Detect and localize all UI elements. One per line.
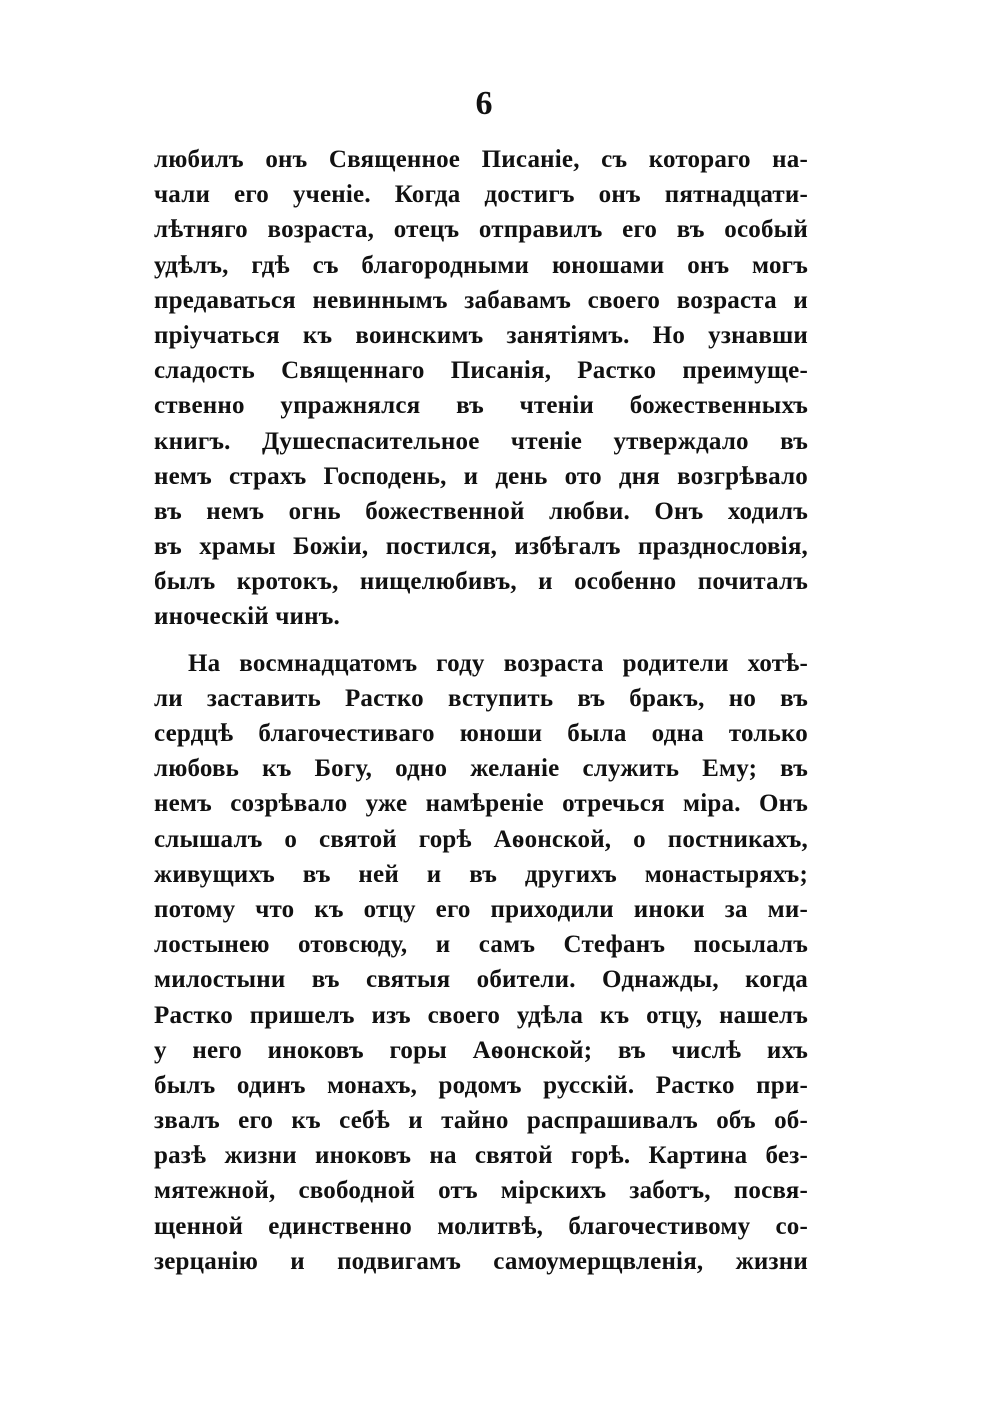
text-line: ли заставить Растко вступить въ бракъ, но въ xyxy=(154,684,808,712)
text-line: живущихъ въ ней и въ другихъ монастыряхъ; xyxy=(154,860,808,888)
text-line: слышалъ о святой горѣ Аѳонской, о постникахъ, xyxy=(154,825,808,853)
text-line: былъ одинъ монахъ, родомъ русскій. Растко при- xyxy=(154,1071,808,1099)
text-line: щенной единственно молитвѣ, благочестивому со- xyxy=(154,1212,808,1240)
body-text xyxy=(154,142,808,1279)
text-line: иноческій чинъ. xyxy=(154,603,340,631)
text-line: былъ кротокъ, нищелюбивъ, и особенно почиталъ xyxy=(154,568,808,596)
text-line: въ немъ огнь божественной любви. Онъ ходилъ xyxy=(154,497,808,525)
paragraph-gap xyxy=(154,635,808,646)
page-number: 6 xyxy=(475,85,493,122)
text-line: Растко пришелъ изъ своего удѣла къ отцу, нашелъ xyxy=(154,1001,808,1029)
text-line: сладость Священнаго Писанія, Растко преимуще- xyxy=(154,357,808,385)
text-line: удѣлъ, гдѣ съ благородными юношами онъ могъ xyxy=(154,251,808,279)
text-line: сердцѣ благочестиваго юноши была одна только xyxy=(154,720,808,747)
text-line: чали его ученіе. Когда достигъ онъ пятнадцати- xyxy=(154,181,808,209)
text-line: въ храмы Божіи, постился, избѣгалъ празднословія, xyxy=(154,533,808,561)
paragraph-1 xyxy=(154,142,808,635)
text-line: лѣтняго возраста, отецъ отправилъ его въ особый xyxy=(154,216,808,244)
text-line: книгъ. Душеспасительное чтеніе утверждало въ xyxy=(154,427,808,455)
text-line: разѣ жизни иноковъ на святой горѣ. Картина без- xyxy=(154,1142,808,1170)
text-line: ственно упражнялся въ чтеніи божественныхъ xyxy=(154,392,808,420)
text-line: звалъ его къ себѣ и тайно распрашивалъ объ об- xyxy=(154,1107,808,1135)
text-line: у него иноковъ горы Аѳонской; въ числѣ ихъ xyxy=(154,1036,808,1064)
text-line: пріучаться къ воинскимъ занятіямъ. Но узнавши xyxy=(154,321,808,349)
text-line: предаваться невиннымъ забавамъ своего возраста и xyxy=(154,286,808,314)
text-line: любилъ онъ Священное Писаніе, съ котораго на- xyxy=(154,146,808,173)
paragraph-2 xyxy=(154,646,808,1279)
text-line: потому что къ отцу его приходили иноки за ми- xyxy=(154,895,808,923)
text-line: милостыни въ святыя обители. Однажды, когда xyxy=(154,966,808,994)
text-line: любовь къ Богу, одно желаніе служить Ему; въ xyxy=(154,755,808,783)
text-line: На восмнадцатомъ году возраста родители хотѣ- xyxy=(188,649,808,677)
text-line: мятежной, свободной отъ мірскихъ заботъ, посвя- xyxy=(154,1177,808,1205)
text-line: лостынею отовсюду, и самъ Стефанъ посылалъ xyxy=(154,931,808,959)
text-line: немъ страхъ Господень, и день ото дня возгрѣвало xyxy=(154,462,808,490)
text-line: немъ созрѣвало уже намѣреніе отречься міра. Онъ xyxy=(154,790,808,818)
text-line: зерцанію и подвигамъ самоумерщвленія, жизни xyxy=(154,1247,808,1275)
